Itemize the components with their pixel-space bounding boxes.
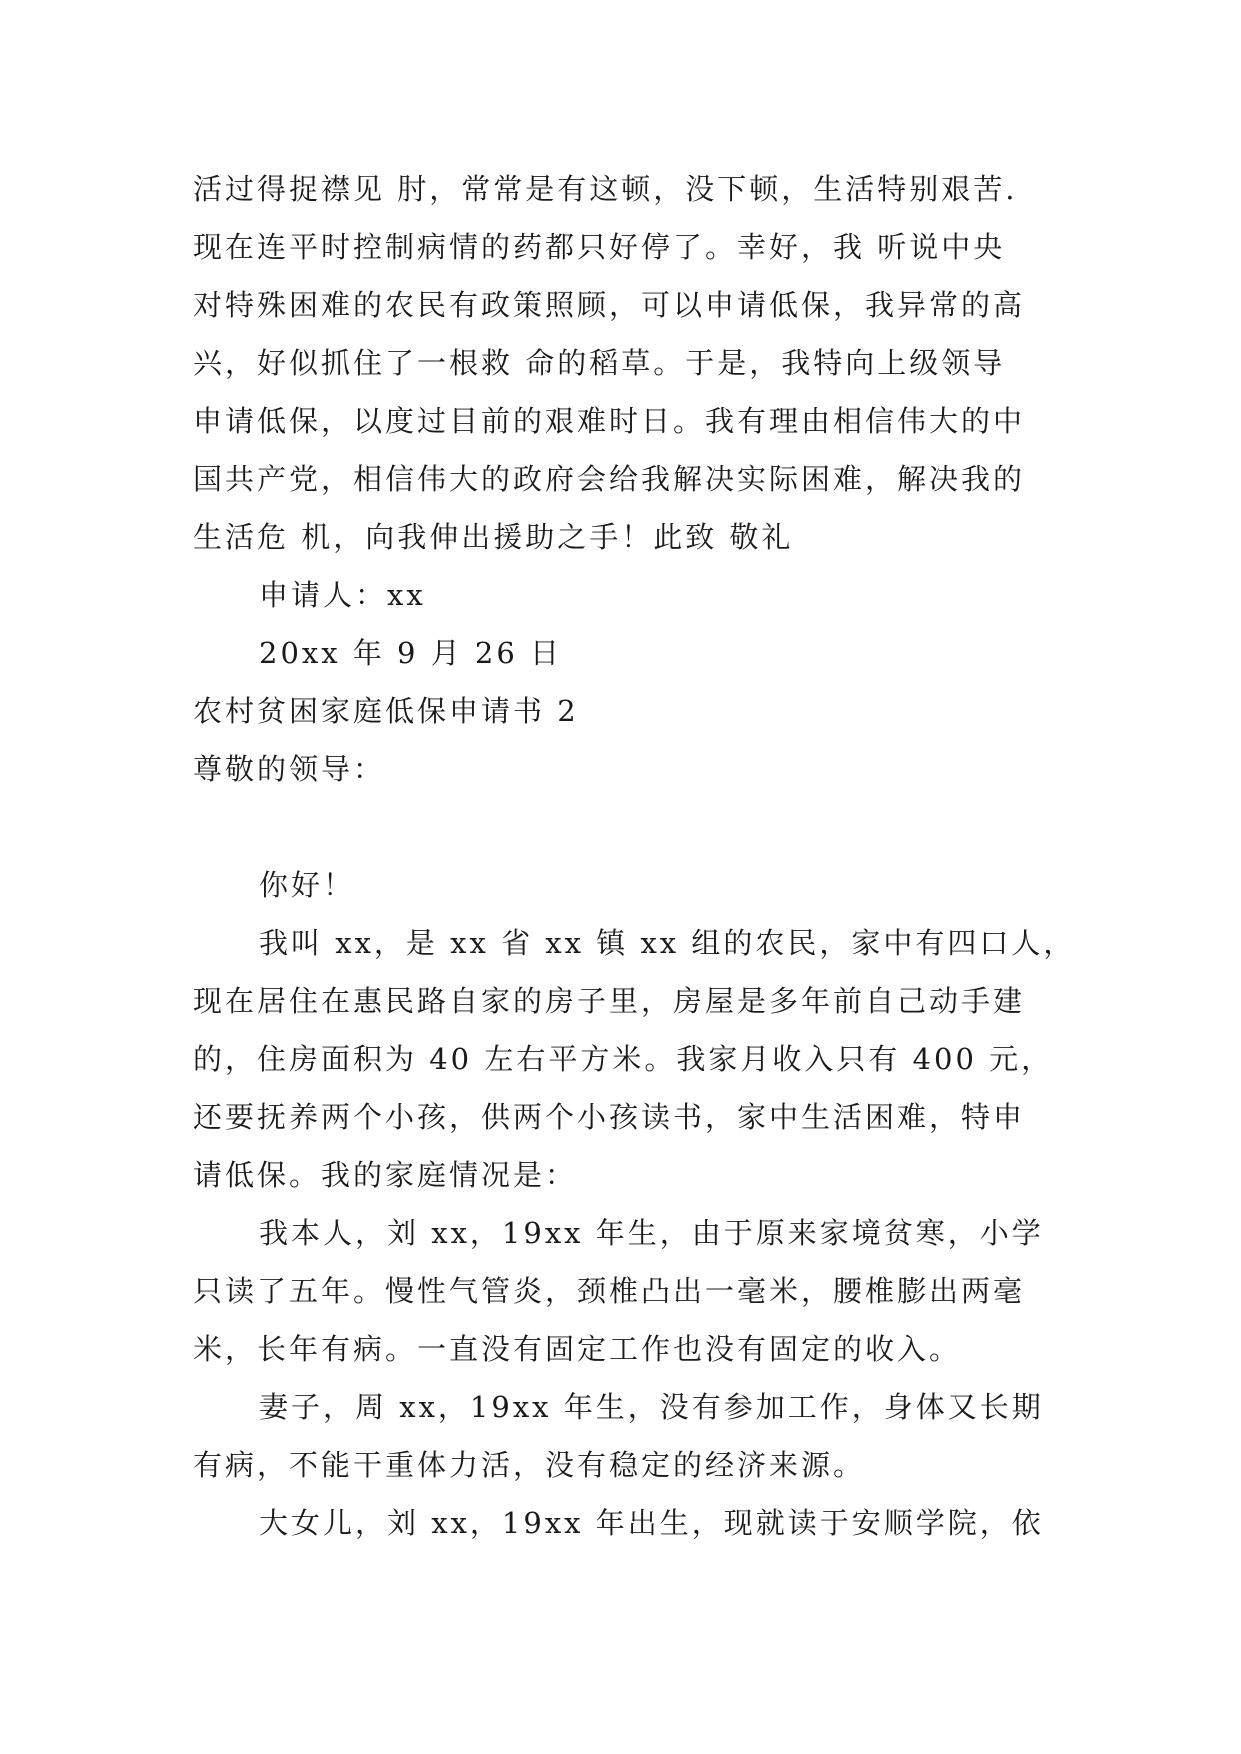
blank-line	[193, 798, 1063, 856]
greeting: 你好！	[259, 868, 356, 902]
text-line: 还要抚养两个小孩，供两个小孩读书，家中生活困难，特申	[193, 1100, 1026, 1134]
text-line: 米，长年有病。一直没有固定工作也没有固定的收入。	[193, 1332, 962, 1366]
text-line: 活过得捉襟见 肘，常常是有这顿，没下顿，生活特别艰苦.	[193, 172, 1018, 206]
section-title: 农村贫困家庭低保申请书 2	[193, 694, 579, 728]
text-line: 请低保。我的家庭情况是：	[193, 1158, 578, 1192]
text-line: 我本人，刘 xx，19xx 年生，由于原来家境贫寒，小学	[259, 1216, 1044, 1250]
text-line: 大女儿，刘 xx，19xx 年出生，现就读于安顺学院，依	[259, 1506, 1044, 1540]
document-body	[193, 160, 1076, 1552]
text-line: 我叫 xx，是 xx 省 xx 镇 xx 组的农民，家中有四口人，	[259, 926, 1076, 960]
text-line: 申请低保，以度过目前的艰难时日。我有理由相信伟大的中	[193, 404, 1026, 438]
text-line: 国共产党，相信伟大的政府会给我解决实际困难，解决我的	[193, 462, 1026, 496]
text-line: 只读了五年。慢性气管炎，颈椎凸出一毫米，腰椎膨出两毫	[193, 1274, 1026, 1308]
text-line: 现在连平时控制病情的药都只好停了。幸好，我 听说中央	[193, 230, 1006, 264]
text-line: 妻子，周 xx，19xx 年生，没有参加工作，身体又长期	[259, 1390, 1044, 1424]
text-line: 对特殊困难的农民有政策照顾，可以申请低保，我异常的高	[193, 288, 1026, 322]
date-line: 20xx 年 9 月 26 日	[259, 636, 563, 670]
text-line: 的，住房面积为 40 左右平方米。我家月收入只有 400 元，	[193, 1042, 1054, 1076]
text-line: 有病，不能干重体力活，没有稳定的经济来源。	[193, 1448, 866, 1482]
text-line: 生活危 机，向我伸出援助之手！此致 敬礼	[193, 520, 794, 554]
text-line: 现在居住在惠民路自家的房子里，房屋是多年前自己动手建	[193, 984, 1026, 1018]
salutation: 尊敬的领导：	[193, 752, 386, 786]
text-line: 兴，好似抓住了一根救 命的稻草。于是，我特向上级领导	[193, 346, 1006, 380]
applicant-line: 申请人：xx	[259, 578, 426, 612]
